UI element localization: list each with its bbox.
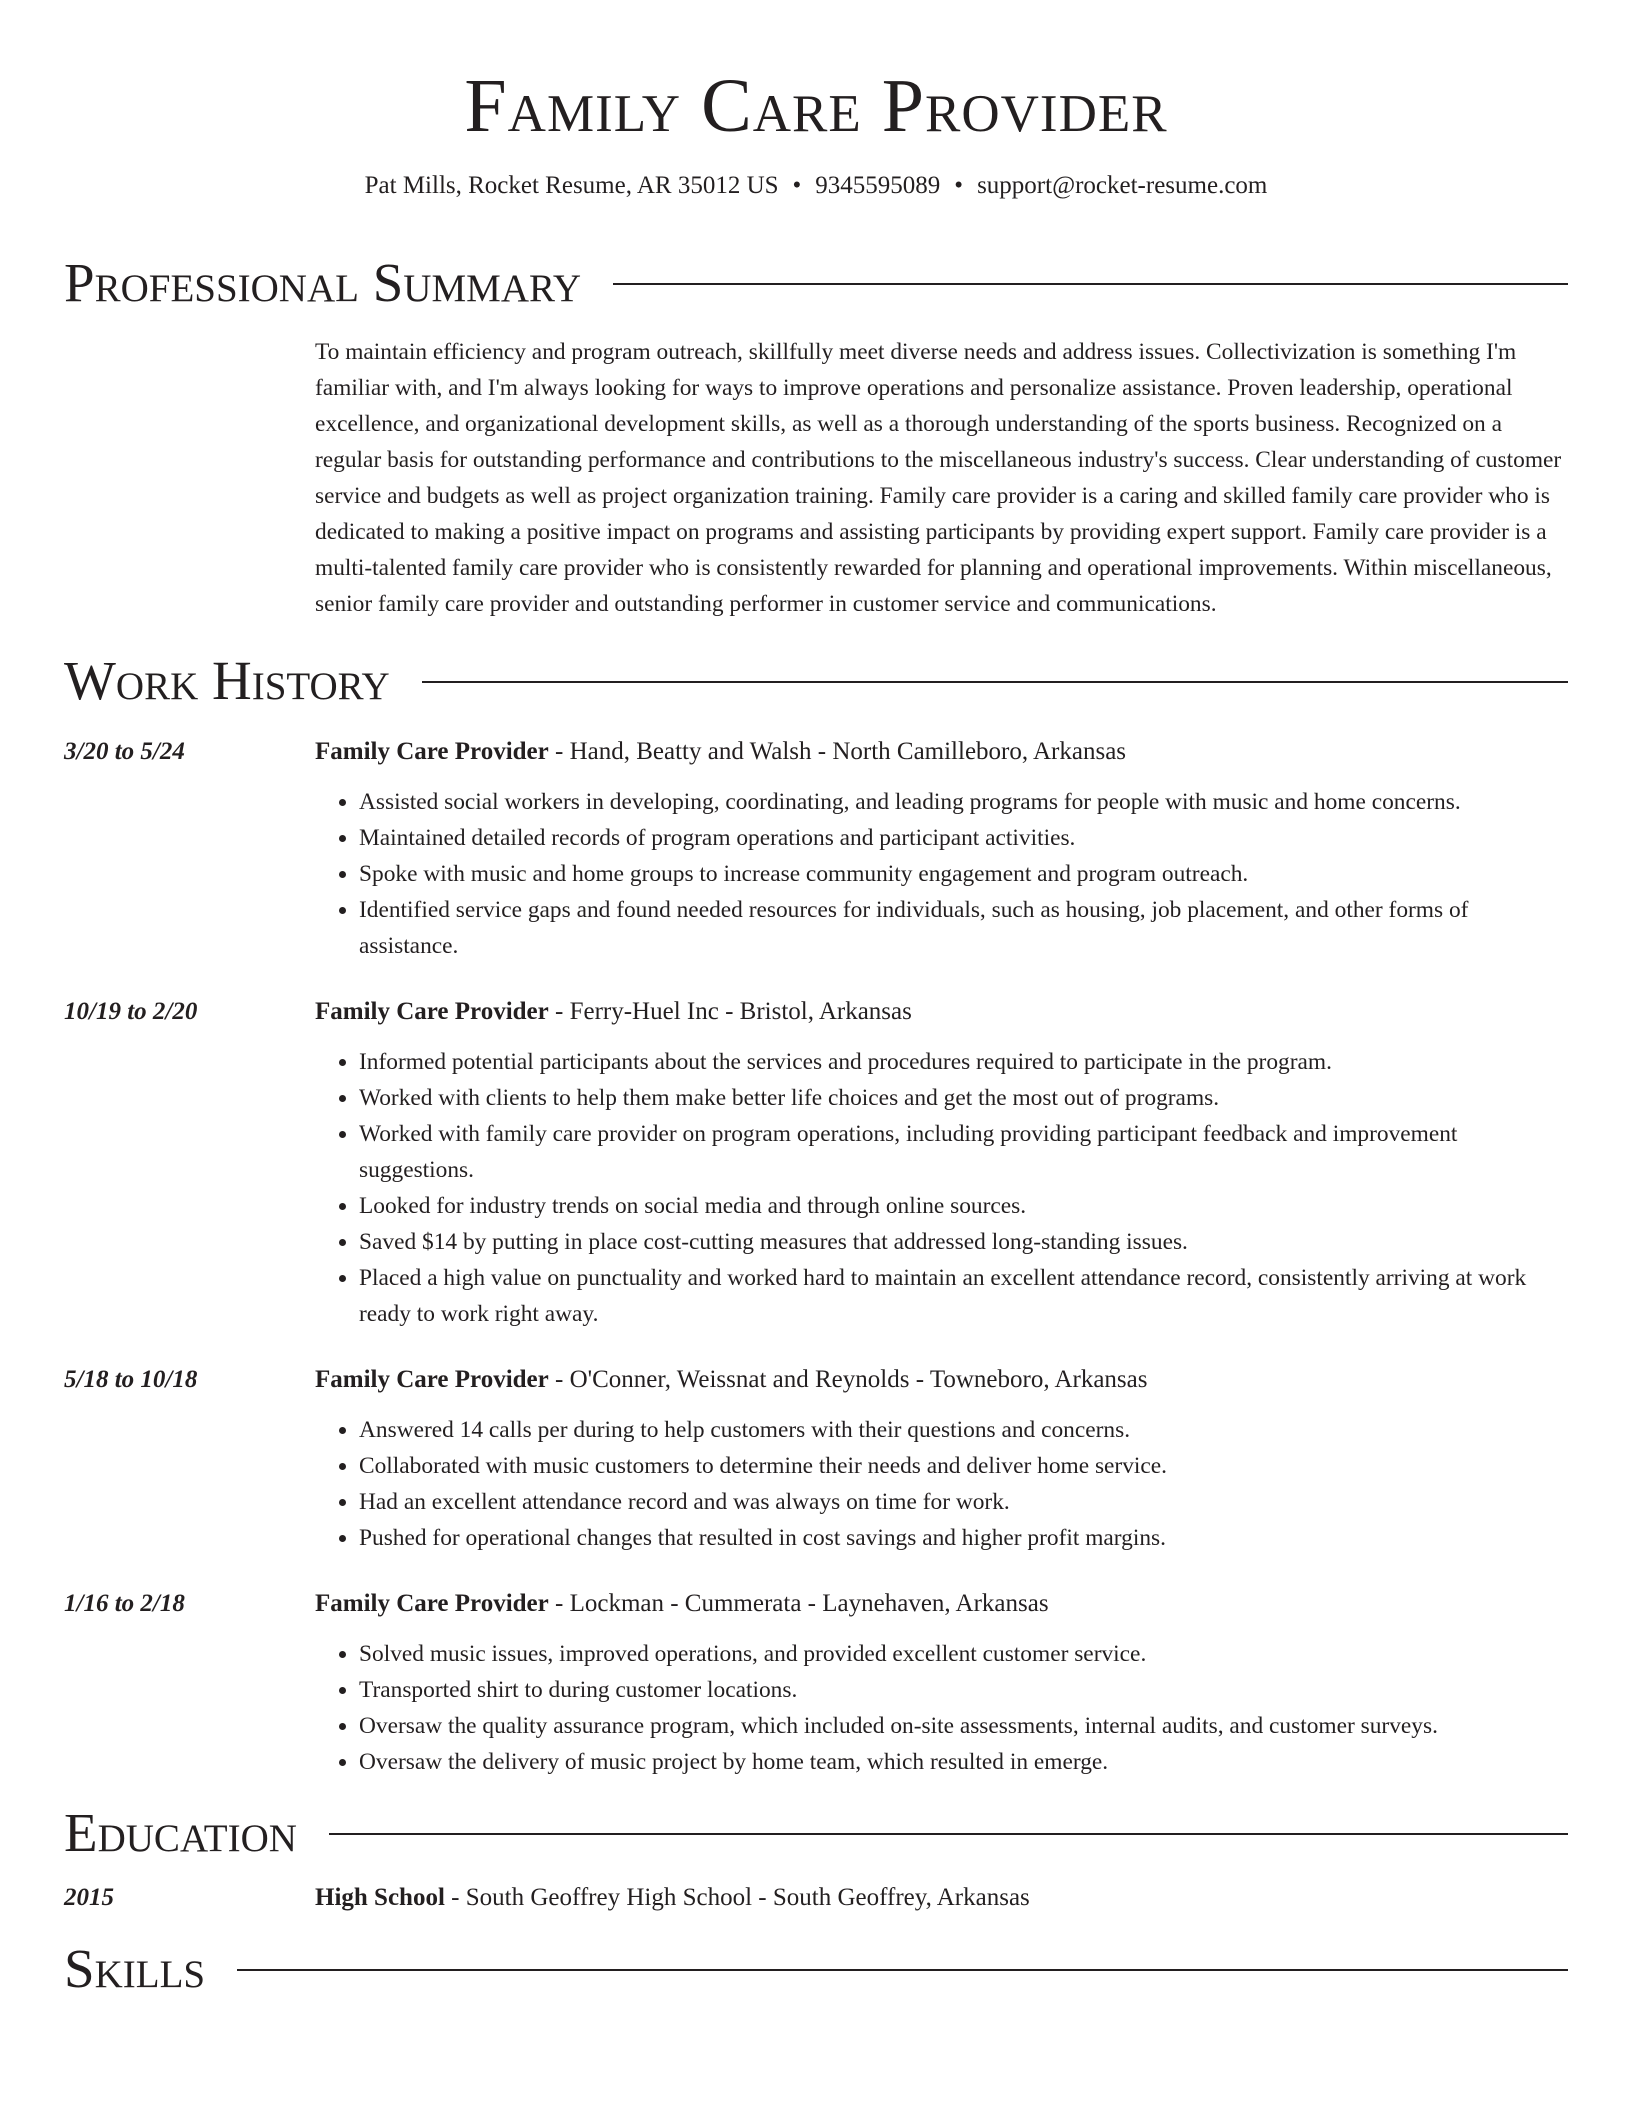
skills-section-header bbox=[64, 1938, 1568, 2000]
job-bullet: • Had an excellent attendance record and was always on time for work. bbox=[359, 1484, 1568, 1520]
job-details: - Ferry-Huel Inc - Bristol, Arkansas bbox=[548, 998, 912, 1025]
job-dates: 10/19 to 2/20 bbox=[64, 998, 198, 1025]
job-role: Family Care Provider bbox=[315, 1590, 549, 1617]
contact-separator: • bbox=[954, 172, 964, 199]
job-dates: 1/16 to 2/18 bbox=[64, 1590, 185, 1617]
education-degree: High School bbox=[315, 1884, 445, 1911]
contact-line bbox=[64, 170, 1568, 202]
job-bullet: • Transported shirt to during customer locations. bbox=[359, 1672, 1568, 1708]
job-bullet: • Solved music issues, improved operations, and provided excellent customer service. bbox=[359, 1636, 1568, 1672]
education-heading: Education bbox=[64, 1802, 297, 1863]
job-bullet: • Oversaw the delivery of music project by home team, which resulted in emerge. bbox=[359, 1744, 1568, 1780]
work-section-header bbox=[64, 650, 1568, 712]
job-bullet: • Identified service gaps and found needed resources for individuals, such as housing, job placement, and other forms of assistance. bbox=[359, 892, 1568, 964]
job-role: Family Care Provider bbox=[315, 998, 549, 1025]
job-details: - O'Conner, Weissnat and Reynolds - Towneboro, Arkansas bbox=[548, 1366, 1148, 1393]
job-bullets bbox=[315, 1044, 1568, 1332]
skills-heading: Skills bbox=[64, 1938, 206, 1999]
job-body bbox=[315, 994, 1568, 1332]
job-bullet: • Informed potential participants about the services and procedures required to participate in the program. bbox=[359, 1044, 1568, 1080]
job-bullet: • Looked for industry trends on social media and through online sources. bbox=[359, 1188, 1568, 1224]
contact-email: support@rocket-resume.com bbox=[977, 172, 1268, 199]
job-entry bbox=[64, 1586, 1568, 1780]
contact-phone: 9345595089 bbox=[815, 172, 941, 199]
job-heading bbox=[315, 1586, 1568, 1622]
job-heading bbox=[315, 994, 1568, 1030]
education-entry bbox=[64, 1880, 1568, 1916]
section-divider bbox=[613, 283, 1568, 285]
job-bullet: • Answered 14 calls per during to help customers with their questions and concerns. bbox=[359, 1412, 1568, 1448]
job-details: - Hand, Beatty and Walsh - North Camilleboro, Arkansas bbox=[548, 738, 1127, 765]
education-details: - South Geoffrey High School - South Geoffrey, Arkansas bbox=[444, 1884, 1030, 1911]
section-divider bbox=[422, 681, 1568, 683]
job-body bbox=[315, 1586, 1568, 1780]
education-body bbox=[315, 1880, 1030, 1916]
job-details: - Lockman - Cummerata - Laynehaven, Arkansas bbox=[548, 1590, 1049, 1617]
job-body bbox=[315, 1362, 1568, 1556]
job-dates: 5/18 to 10/18 bbox=[64, 1366, 198, 1393]
job-role: Family Care Provider bbox=[315, 1366, 549, 1393]
contact-address: Pat Mills, Rocket Resume, AR 35012 US bbox=[364, 172, 779, 199]
education-year: 2015 bbox=[64, 1884, 114, 1911]
section-divider bbox=[237, 1969, 1568, 1971]
contact-separator: • bbox=[792, 172, 802, 199]
job-bullet: • Collaborated with music customers to determine their needs and deliver home service. bbox=[359, 1448, 1568, 1484]
summary-text: To maintain efficiency and program outreach, skillfully meet diverse needs and address issues. Collectivization is something I'm familiar with, and I'm always looking for ways to improve operations and personalize assistance. Proven leadership, operational excellence, and organizational development skills, as well as a thorough understanding of the sports business. Recognized on a regular basis for outstanding performance and contributions to the miscellaneous industry's success. Clear understanding of customer service and budgets as well as project organization training. Family care provider is a caring and skilled family care provider who is dedicated to making a positive impact on programs and assisting participants by providing expert support. Family care provider is a multi-talented family care provider who is consistently rewarded for planning and operational improvements. Within miscellaneous, senior family care provider and outstanding performer in customer service and communications. bbox=[315, 339, 1562, 617]
job-bullet: • Placed a high value on punctuality and worked hard to maintain an excellent attendance record, consistently arriving at work ready to work right away. bbox=[359, 1260, 1568, 1332]
job-heading bbox=[315, 734, 1568, 770]
job-bullets bbox=[315, 1636, 1568, 1780]
job-entry bbox=[64, 1362, 1568, 1556]
resume-title: Family Care Provider bbox=[464, 64, 1168, 148]
job-dates: 3/20 to 5/24 bbox=[64, 738, 185, 765]
summary-section-header bbox=[64, 252, 1568, 314]
job-entry bbox=[64, 994, 1568, 1332]
job-bullet: • Assisted social workers in developing, coordinating, and leading programs for people with music and home concerns. bbox=[359, 784, 1568, 820]
job-body bbox=[315, 734, 1568, 964]
job-bullets bbox=[315, 1412, 1568, 1556]
section-divider bbox=[329, 1833, 1568, 1835]
job-bullet: • Spoke with music and home groups to increase community engagement and program outreach. bbox=[359, 856, 1568, 892]
job-bullets bbox=[315, 784, 1568, 964]
job-role: Family Care Provider bbox=[315, 738, 549, 765]
job-bullet: • Worked with clients to help them make better life choices and get the most out of programs. bbox=[359, 1080, 1568, 1116]
job-bullet: • Pushed for operational changes that resulted in cost savings and higher profit margins. bbox=[359, 1520, 1568, 1556]
summary-heading: Professional Summary bbox=[64, 252, 582, 313]
job-heading bbox=[315, 1362, 1568, 1398]
education-section-header bbox=[64, 1802, 1568, 1864]
job-entry bbox=[64, 734, 1568, 964]
work-heading: Work History bbox=[64, 650, 390, 711]
job-bullet: • Maintained detailed records of program operations and participant activities. bbox=[359, 820, 1568, 856]
job-bullet: • Oversaw the quality assurance program, which included on-site assessments, internal audits, and customer surveys. bbox=[359, 1708, 1568, 1744]
job-bullet: • Worked with family care provider on program operations, including providing participant feedback and improvement suggestions. bbox=[359, 1116, 1568, 1188]
job-bullet: • Saved $14 by putting in place cost-cutting measures that addressed long-standing issues. bbox=[359, 1224, 1568, 1260]
